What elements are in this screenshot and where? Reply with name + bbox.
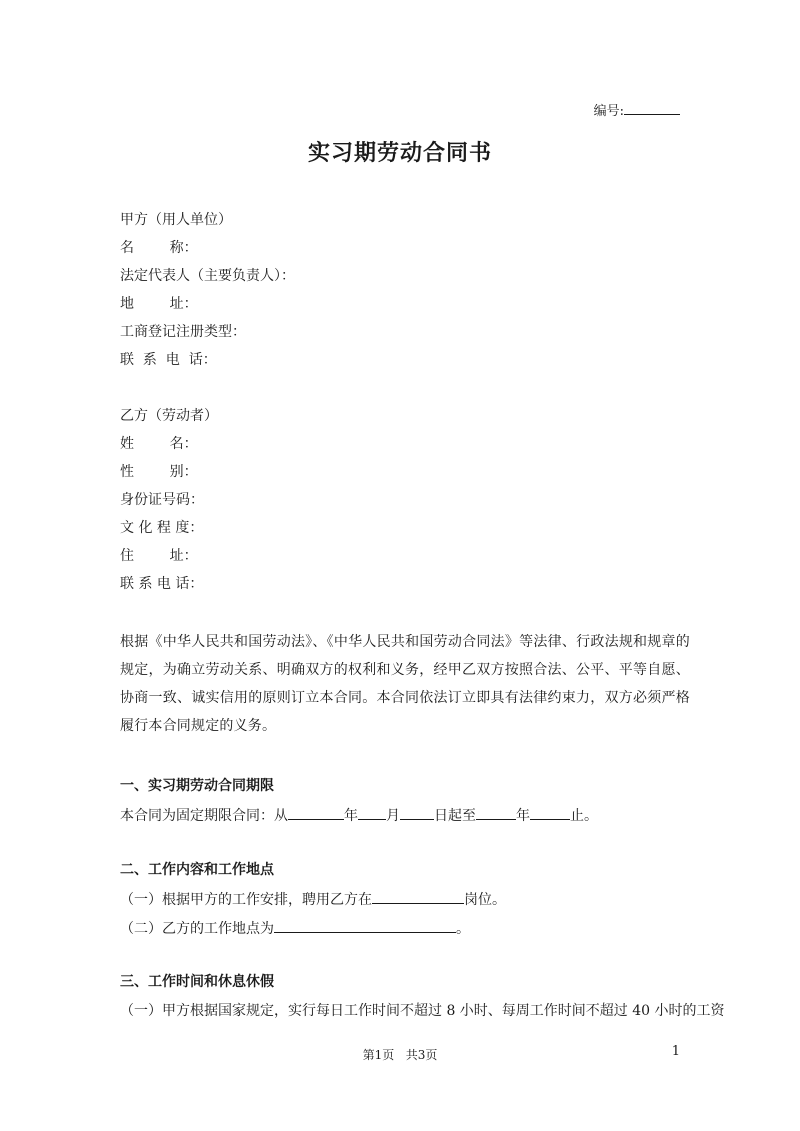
term-year-label: 年 — [344, 808, 358, 824]
term-text-end: 止。 — [570, 808, 598, 824]
section-2-heading: 二、工作内容和工作地点 — [120, 862, 274, 878]
start-day-blank[interactable] — [400, 805, 434, 820]
page-footer: 第1页 共3页 — [362, 1048, 438, 1062]
party-a-phone-field: 联 系 电 话： — [120, 352, 217, 368]
party-b-address-field: 住 址： — [120, 548, 198, 564]
document-title: 实习期劳动合同书 — [307, 141, 492, 166]
preamble-paragraph: 根据《中华人民共和国劳动法》、《中华人民共和国劳动合同法》等法律、行政法规和规章的规定，为确立劳动关系、明确双方的权利和义务，经甲乙双方按照合法、公平、平等自愿、协商一致、诚实信用的原则订立本合同。本合同依法订立即具有法律约束力，双方必须严格履行本合同规定的义务。 — [120, 634, 690, 734]
term-year2-label: 年 — [516, 808, 530, 824]
start-month-blank[interactable] — [358, 805, 386, 820]
serial-blank[interactable] — [624, 102, 680, 115]
party-a-address-field: 地 址： — [120, 296, 198, 312]
section-2-item-2 — [120, 918, 470, 939]
party-b-gender-field: 性 别： — [120, 464, 198, 480]
location-text-start: （二）乙方的工作地点为 — [120, 921, 274, 937]
term-text-start: 本合同为固定期限合同：从 — [120, 808, 288, 824]
position-text-start: （一）根据甲方的工作安排，聘用乙方在 — [120, 892, 372, 908]
start-year-blank[interactable] — [288, 805, 344, 820]
position-blank[interactable] — [372, 889, 464, 904]
section-1-heading: 一、实习期劳动合同期限 — [120, 778, 274, 794]
term-month-label: 月 — [386, 808, 400, 824]
party-b-id-number-field: 身份证号码： — [120, 492, 204, 508]
section-3-item-1: （一）甲方根据国家规定，实行每日工作时间不超过 8 小时、每周工作时间不超过 40 小时的工资 — [120, 1003, 725, 1019]
section-2-item-1 — [120, 889, 506, 910]
serial-number — [594, 100, 680, 119]
party-a-name-field: 名 称： — [120, 240, 198, 256]
page-number: 1 — [671, 1044, 680, 1059]
party-a-representative-field: 法定代表人（主要负责人）： — [120, 268, 295, 284]
end-date-blank[interactable] — [530, 805, 570, 820]
party-a-registration-type-field: 工商登记注册类型： — [120, 324, 246, 340]
party-b-name-field: 姓 名： — [120, 436, 198, 452]
work-location-blank[interactable] — [274, 918, 456, 933]
serial-label: 编号: — [593, 104, 624, 119]
party-b-heading: 乙方（劳动者） — [120, 408, 218, 424]
party-b-phone-field: 联 系 电 话： — [120, 576, 204, 592]
party-b-education-field: 文 化 程 度： — [120, 520, 204, 536]
section-1-term-line — [120, 805, 598, 826]
position-text-end: 岗位。 — [464, 892, 506, 908]
party-a-heading: 甲方（用人单位） — [120, 212, 232, 228]
location-text-end: 。 — [456, 921, 470, 937]
end-year-blank[interactable] — [476, 805, 516, 820]
term-day-label: 日起至 — [434, 808, 476, 824]
section-3-heading: 三、工作时间和休息休假 — [120, 974, 274, 990]
